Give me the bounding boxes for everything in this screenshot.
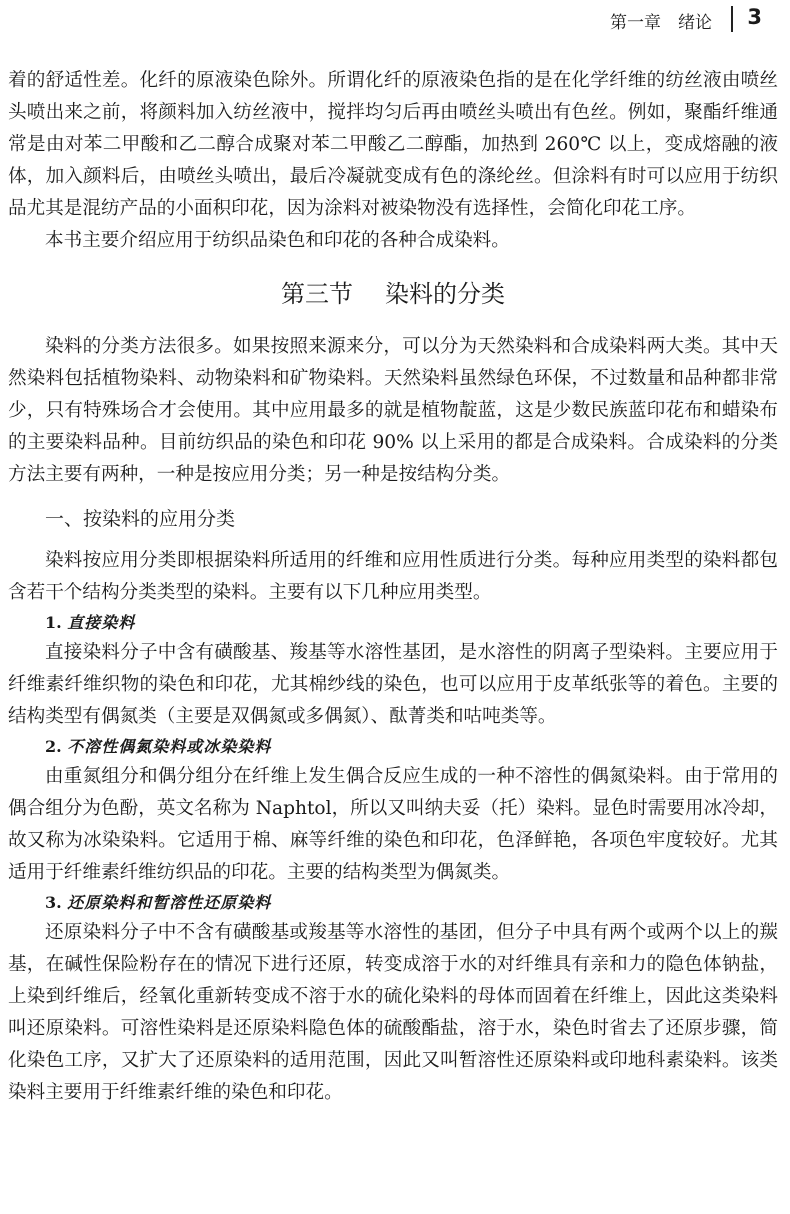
item-number: 3. [45, 893, 62, 912]
section-heading [8, 277, 778, 311]
item-paragraph-vat-dyes: 还原染料分子中不含有磺酸基或羧基等水溶性的基团，但分子中具有两个或两个以上的羰基，在碱性保险粉存在的情况下进行还原，转变成溶于水的对纤维具有亲和力的隐色体钠盐，上染到纤维后，经氧化重新转变成不溶于水的硫化染料的母体而固着在纤维上，因此这类染料叫还原染料。可溶性染料是还原染料隐色体的硫酸酯盐，溶于水，染色时省去了还原步骤，简化染色工序，又扩大了还原染料的适用范围，因此又叫暂溶性还原染料或印地科素染料。该类染料主要用于纤维素纤维的染色和印花。 [8, 922, 778, 1103]
item-number: 1. [45, 613, 62, 632]
item-heading-vat-dyes [8, 889, 778, 917]
item-paragraph-direct-dyes: 直接染料分子中含有磺酸基、羧基等水溶性基团，是水溶性的阴离子型染料。主要应用于纤维素纤维织物的染色和印花，尤其棉纱线的染色，也可以应用于皮革纸张等的着色。主要的结构类型有偶氮类（主要是双偶氮或多偶氮）、酞菁类和咕吨类等。 [8, 642, 778, 727]
item-title: 直接染料 [67, 613, 136, 632]
chapter-title: 第一章 绪论 [610, 13, 712, 33]
subsection-heading: 一、按染料的应用分类 [45, 508, 236, 530]
page-header [0, 0, 790, 38]
item-title: 还原染料和暂溶性还原染料 [67, 893, 272, 912]
page-body [8, 65, 778, 1109]
item-number: 2. [45, 737, 62, 756]
intro-paragraph-1: 着的舒适性差。化纤的原液染色除外。所谓化纤的原液染色指的是在化学纤维的纺丝液由喷丝头喷出来之前，将颜料加入纺丝液中，搅拌均匀后再由喷丝头喷出有色丝。例如，聚酯纤维通常是由对苯二甲酸和乙二醇合成聚对苯二甲酸乙二醇酯，加热到 260℃ 以上，变成熔融的液体，加入颜料后，由喷丝头喷出，最后冷凝就变成有色的涤纶丝。但涂料有时可以应用于纺织品尤其是混纺产品的小面积印花，因为涂料对被染物没有选择性，会简化印花工序。 [8, 70, 778, 219]
section-paragraph: 染料的分类方法很多。如果按照来源来分，可以分为天然染料和合成染料两大类。其中天然染料包括植物染料、动物染料和矿物染料。天然染料虽然绿色环保，不过数量和品种都非常少，只有特殊场合才会使用。其中应用最多的就是植物靛蓝，这是少数民族蓝印花布和蜡染布的主要染料品种。目前纺织品的染色和印花 90% 以上采用的都是合成染料。合成染料的分类方法主要有两种，一种是按应用分类；另一种是按结构分类。 [8, 336, 778, 485]
section-number: 第三节 [281, 280, 353, 308]
subsection-paragraph: 染料按应用分类即根据染料所适用的纤维和应用性质进行分类。每种应用类型的染料都包含若干个结构分类类型的染料。主要有以下几种应用类型。 [8, 550, 778, 603]
item-heading-direct-dyes [8, 609, 778, 637]
item-heading-azoic-dyes [8, 733, 778, 761]
intro-paragraph-2: 本书主要介绍应用于纺织品染色和印花的各种合成染料。 [45, 230, 510, 251]
header-divider [731, 6, 733, 32]
item-paragraph-azoic-dyes: 由重氮组分和偶分组分在纤维上发生偶合反应生成的一种不溶性的偶氮染料。由于常用的偶合组分为色酚，英文名称为 Naphtol，所以又叫纳夫妥（托）染料。显色时需要用冰冷却，故又称为冰染染料。它适用于棉、麻等纤维的染色和印花，色泽鲜艳，各项色牢度较好。尤其适用于纤维素纤维纺织品的印花。主要的结构类型为偶氮类。 [8, 766, 778, 883]
section-title: 染料的分类 [385, 280, 505, 308]
item-title: 不溶性偶氮染料或冰染染料 [67, 737, 272, 756]
page-number: 3 [747, 5, 762, 29]
